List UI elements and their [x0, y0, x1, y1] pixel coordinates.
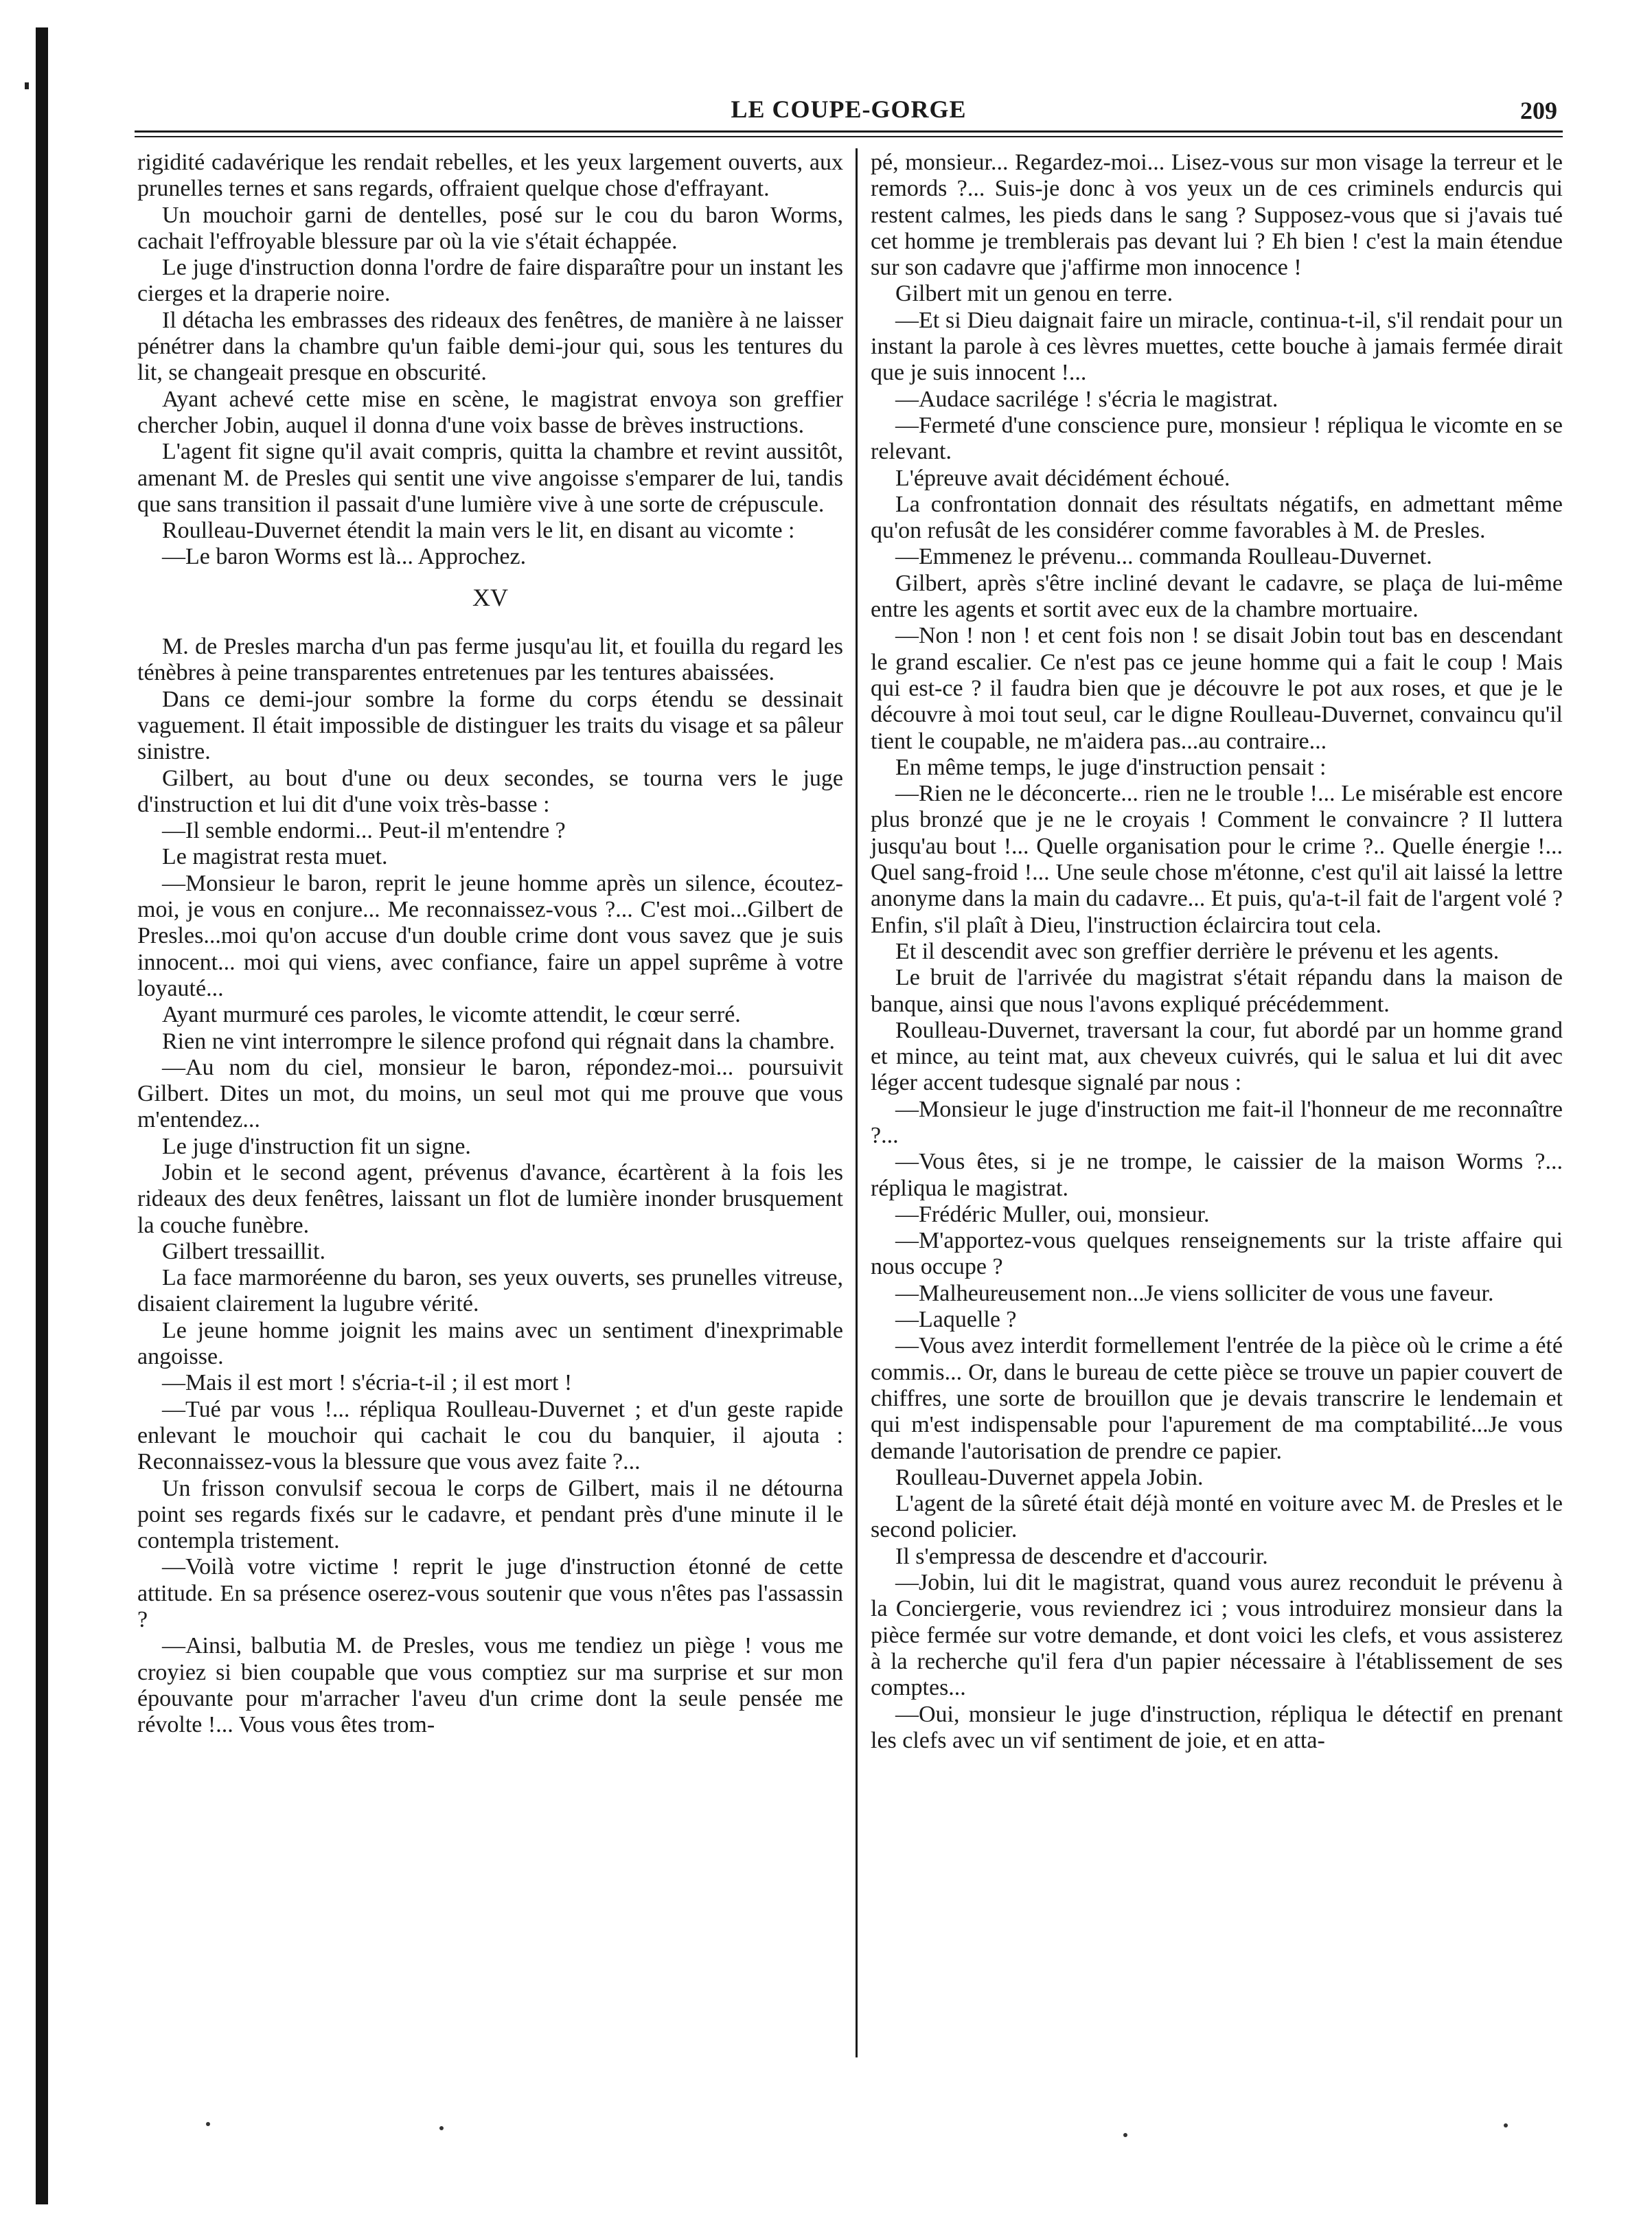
- paragraph: La confrontation donnait des résultats négatifs, en admettant même qu'on refusât de les considérer comme favorables à M. de Presles.: [871, 491, 1563, 544]
- paragraph: Le magistrat resta muet.: [162, 844, 388, 870]
- page-number: 209: [1520, 97, 1557, 124]
- paragraph: La face marmoréenne du baron, ses yeux ouverts, ses prunelles vitreuse, disaient clairement la lugubre vérité.: [137, 1265, 843, 1317]
- paragraph: Il détacha les embrasses des rideaux des fenêtres, de manière à ne laisser pénétrer dans la chambre qu'un faible demi-jour qui, sous les tentures du lit, se changeait presque en obscurité.: [137, 307, 843, 386]
- paragraph: Gilbert, après s'être incliné devant le cadavre, se plaça de lui-même entre les agents et sortit avec eux de la chambre mortuaire.: [871, 570, 1563, 623]
- paragraph: —Vous avez interdit formellement l'entrée de la pièce où le crime a été commis... Or, dans le bureau de cette pièce se trouve un papier couvert de chiffres, une sorte de brouillon que je devais transcrire le lendemain et qui m'est indispensable pour l'apurement de ma comptabilité...Je vous demande l'autorisation de prendre ce papier.: [871, 1333, 1563, 1464]
- paragraph: Et il descendit avec son greffier derrière le prévenu et les agents.: [895, 938, 1500, 964]
- column-divider: [856, 148, 858, 2057]
- paragraph: En même temps, le juge d'instruction pensait :: [895, 754, 1327, 780]
- paragraph: Ayant achevé cette mise en scène, le magistrat envoya son greffier chercher Jobin, auquel il donna d'une voix basse de brèves instructions.: [137, 386, 843, 438]
- paragraph: —Non ! non ! et cent fois non ! se disait Jobin tout bas en descendant le grand escalier. Ce n'est pas ce jeune homme qui a fait le coup ! Mais qui est-ce ? il faudra bien que je découvre le pot aux roses, et que je le découvre à moi tout seul, car le digne Roulleau-Duvernet, convaincu qu'il tient le coupable, ne m'aidera pas...au contraire...: [871, 623, 1563, 754]
- header-rule-thin: [135, 136, 1563, 137]
- paragraph: —Au nom du ciel, monsieur le baron, répondez-moi... poursuivit Gilbert. Dites un mot, du moins, un seul mot qui me prouve que vous m'entendez...: [137, 1054, 843, 1133]
- paragraph: Gilbert mit un genou en terre.: [895, 281, 1173, 307]
- paragraph: —Il semble endormi... Peut-il m'entendre ?: [162, 818, 566, 844]
- paragraph: —Mais il est mort ! s'écria-t-il ; il est mort !: [162, 1370, 573, 1396]
- paragraph: Rien ne vint interrompre le silence profond qui régnait dans la chambre.: [162, 1028, 836, 1054]
- paragraph: Le jeune homme joignit les mains avec un sentiment d'inexprimable angoisse.: [137, 1317, 843, 1370]
- paragraph: —Ainsi, balbutia M. de Presles, vous me tendiez un piège ! vous me croyiez si bien coupable que vous comptiez sur ma surprise et sur mon épouvante pour m'arracher l'aveu d'un crime dont la seule pensée me révolte !... Vous vous êtes trom-: [137, 1633, 843, 1738]
- paragraph: Gilbert, au bout d'une ou deux secondes, se tourna vers le juge d'instruction et lui dit d'une voix très-basse :: [137, 765, 843, 817]
- paragraph: Gilbert tressaillit.: [162, 1238, 325, 1264]
- paragraph: L'agent de la sûreté était déjà monté en voiture avec M. de Presles et le second policier.: [871, 1491, 1563, 1543]
- paragraph: Le bruit de l'arrivée du magistrat s'était répandu dans la maison de banque, ainsi que nous l'avons expliqué précédemment.: [871, 965, 1563, 1017]
- paragraph: —Fermeté d'une conscience pure, monsieur ! répliqua le vicomte en se relevant.: [871, 412, 1563, 465]
- paragraph: Jobin et le second agent, prévenus d'avance, écartèrent à la fois les rideaux des deux fenêtres, laissant un flot de lumière inonder brusquement la couche funèbre.: [137, 1159, 843, 1238]
- running-title: LE COUPE-GORGE: [731, 95, 967, 123]
- left-column: [137, 150, 843, 1739]
- right-column: [871, 150, 1563, 1754]
- paragraph: —Rien ne le déconcerte... rien ne le trouble !... Le misérable est encore plus bronzé que je ne le croyais ! Comment le convaincre ? Il luttera jusqu'au bout !... Quelle organisation pour le crime ?.. Quelle énergie !... Quel sang-froid !... Une seule chose m'étonne, c'est qu'il ait laissé la lettre anonyme dans la main du cadavre... Et puis, qu'a-t-il fait de l'argent volé ? Enfin, s'il plaît à Dieu, l'instruction éclaircira tout cela.: [871, 781, 1563, 938]
- ink-speck: [206, 2122, 210, 2126]
- paragraph: Il s'empressa de descendre et d'accourir.: [895, 1543, 1268, 1569]
- paragraph: —Emmenez le prévenu... commanda Roulleau-Duvernet.: [895, 544, 1432, 570]
- paragraph: —Vous êtes, si je ne trompe, le caissier de la maison Worms ?... répliqua le magistrat.: [871, 1149, 1563, 1201]
- ink-speck: [1504, 2123, 1508, 2127]
- paragraph: L'épreuve avait décidément échoué.: [895, 465, 1230, 491]
- paragraph: pé, monsieur... Regardez-moi... Lisez-vous sur mon visage la terreur et le remords ?... Suis-je donc à vos yeux un de ces criminels endurcis qui restent calmes, les pieds dans le sang ? Supposez-vous que si j'avais tué cet homme je tremblerais pas devant lui ? Eh bien ! c'est la main étendue sur son cadavre que j'affirme mon innocence !: [871, 150, 1563, 281]
- paragraph: —Voilà votre victime ! reprit le juge d'instruction étonné de cette attitude. En sa présence oserez-vous soutenir que vous n'êtes pas l'assassin ?: [137, 1554, 843, 1633]
- paragraph: Ayant murmuré ces paroles, le vicomte attendit, le cœur serré.: [162, 1002, 741, 1028]
- running-header: [135, 88, 1563, 129]
- paragraph: —Monsieur le baron, reprit le jeune homme après un silence, écoutez-moi, je vous en conjure... Me reconnaissez-vous ?... C'est moi...Gilbert de Presles...moi qu'on accuse d'un double crime dont vous savez que je suis innocent... moi qui viens, avec confiance, faire un appel suprême à votre loyauté...: [137, 870, 843, 1001]
- page-edge-shadow: [36, 27, 48, 2204]
- header-rule-thick: [135, 130, 1563, 133]
- paragraph: L'agent fit signe qu'il avait compris, quitta la chambre et revint aussitôt, amenant M. de Presles qui sentit une vive angoisse s'emparer de lui, tandis que sans transition il passait d'une lumière vive à une sorte de crépuscule.: [137, 439, 843, 517]
- paragraph: rigidité cadavérique les rendait rebelles, et les yeux largement ouverts, aux prunelles ternes et sans regards, offraient quelque chose d'effrayant.: [137, 150, 843, 202]
- paragraph: —Audace sacrilége ! s'écria le magistrat.: [895, 386, 1278, 412]
- paragraph: —Laquelle ?: [895, 1307, 1017, 1333]
- paragraph: Dans ce demi-jour sombre la forme du corps étendu se dessinait vaguement. Il était impossible de distinguer les traits du visage et sa pâleur sinistre.: [137, 686, 843, 765]
- page-edge-mark: [25, 82, 29, 89]
- paragraph: Roulleau-Duvernet, traversant la cour, fut abordé par un homme grand et mince, au teint mat, aux cheveux cuivrés, qui le salua et lui dit avec léger accent tudesque signalé par nous :: [871, 1017, 1563, 1096]
- paragraph: —Jobin, lui dit le magistrat, quand vous aurez reconduit le prévenu à la Conciergerie, vous reviendrez ici ; vous introduirez monsieur dans la pièce fermée sur votre demande, et dont voici les clefs, et vous assisterez à la recherche qu'il fera d'un papier nécessaire à l'établissement de ses comptes...: [871, 1570, 1563, 1701]
- paragraph: Roulleau-Duvernet étendit la main vers le lit, en disant au vicomte :: [162, 518, 795, 544]
- ink-speck: [439, 2126, 444, 2130]
- paragraph: Roulleau-Duvernet appela Jobin.: [895, 1464, 1204, 1490]
- paragraph: Un frisson convulsif secoua le corps de Gilbert, mais il ne détourna point ses regards fixés sur le cadavre, et pendant près d'une minute il le contempla tristement.: [137, 1475, 843, 1554]
- section-heading: XV: [472, 583, 508, 611]
- paragraph: Le juge d'instruction donna l'ordre de faire disparaître pour un instant les cierges et la draperie noire.: [137, 255, 843, 307]
- paragraph: —Frédéric Muller, oui, monsieur.: [895, 1201, 1210, 1227]
- paragraph: Le juge d'instruction fit un signe.: [162, 1133, 471, 1159]
- paragraph: Un mouchoir garni de dentelles, posé sur le cou du baron Worms, cachait l'effroyable blessure par où la vie s'était échappée.: [137, 202, 843, 254]
- paragraph: —Le baron Worms est là... Approchez.: [162, 544, 527, 570]
- paragraph: M. de Presles marcha d'un pas ferme jusqu'au lit, et fouilla du regard les ténèbres à peine transparentes entretenues par les tentures abaissées.: [137, 634, 843, 686]
- paragraph: —Malheureusement non...Je viens solliciter de vous une faveur.: [895, 1280, 1494, 1306]
- paragraph: —M'apportez-vous quelques renseignements sur la triste affaire qui nous occupe ?: [871, 1228, 1563, 1280]
- paragraph: —Tué par vous !... répliqua Roulleau-Duvernet ; et d'un geste rapide enlevant le mouchoir qui cachait le cou du banquier, il ajouta : Reconnaissez-vous la blessure que vous avez faite ?...: [137, 1396, 843, 1475]
- ink-speck: [1123, 2133, 1127, 2137]
- paragraph: —Monsieur le juge d'instruction me fait-il l'honneur de me reconnaître ?...: [871, 1096, 1563, 1148]
- paragraph: —Et si Dieu daignait faire un miracle, continua-t-il, s'il rendait pour un instant la parole à ces lèvres muettes, cette bouche à jamais fermée dirait que je suis innocent !...: [871, 307, 1563, 386]
- paragraph: —Oui, monsieur le juge d'instruction, répliqua le détectif en prenant les clefs avec un vif sentiment de joie, et en atta-: [871, 1701, 1563, 1753]
